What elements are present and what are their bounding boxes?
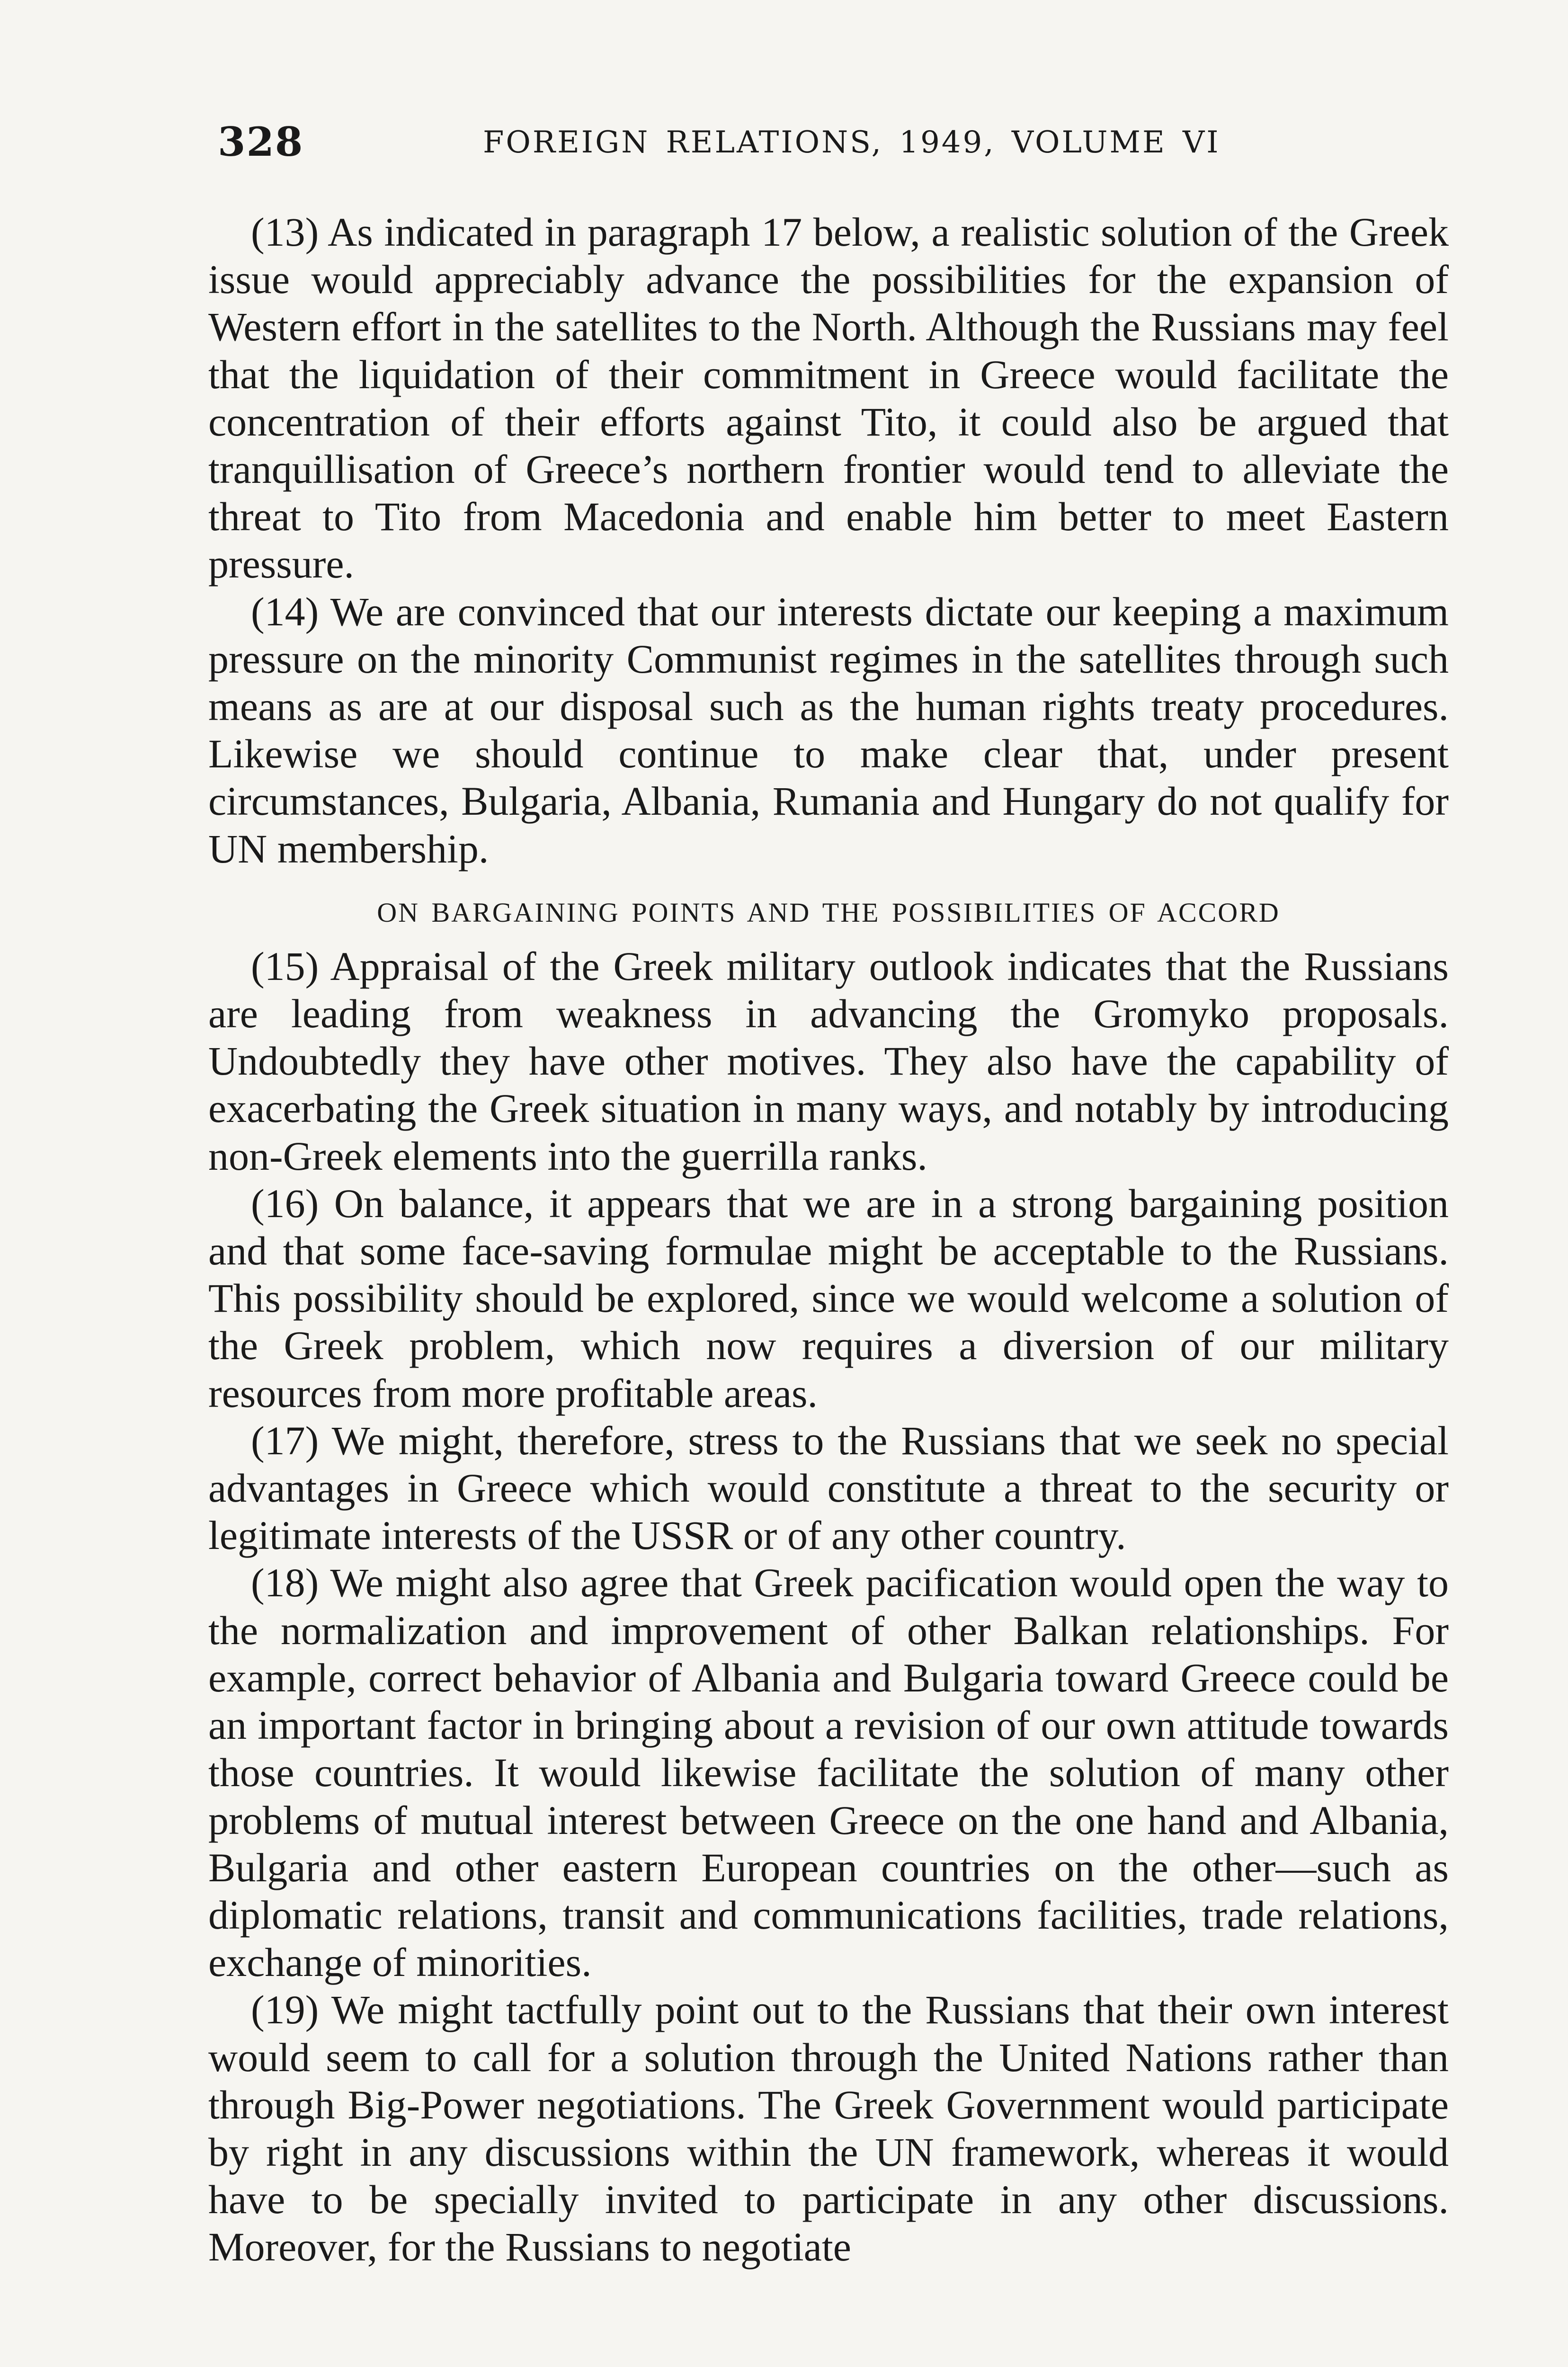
paragraph-19: (19) We might tactfully point out to the Russians that their own interest would seem to call for a solution through the United Nations rather than through Big-Power negotiations. The Greek Government would participate by right in any discussions within the UN framework, whereas it would have to be specially invited to participate in any other discussions. Moreover, for the Russians to negotiate — [208, 1987, 1449, 2270]
body-text — [208, 208, 1449, 2271]
running-head: FOREIGN RELATIONS, 1949, VOLUME VI — [483, 125, 1221, 160]
paragraph-14: (14) We are convinced that our interests dictate our keeping a maximum pressure on the minority Communist regimes in the satellites through such means as are at our disposal such as the human rights treaty procedures. Likewise we should continue to make clear that, under present circumstances, Bulgaria, Albania, Rumania and Hungary do not qualify for UN membership. — [208, 588, 1449, 872]
paragraph-15: (15) Appraisal of the Greek military outlook indicates that the Russians are leading from weakness in advancing the Gromyko proposals. Undoubtedly they have other motives. They also have the capability of exacerbating the Greek situation in many ways, and notably by introducing non-Greek elements into the guerrilla ranks. — [208, 943, 1449, 1179]
paragraph-17: (17) We might, therefore, stress to the Russians that we seek no special advantages in Greece which would constitute a threat to the security or legitimate interests of the USSR or of any other country. — [208, 1417, 1449, 1558]
page-number: 328 — [218, 118, 304, 165]
section-heading: ON BARGAINING POINTS AND THE POSSIBILITIES OF ACCORD — [377, 897, 1280, 928]
paragraph-18: (18) We might also agree that Greek pacification would open the way to the normalization and improvement of other Balkan relationships. For example, correct behavior of Albania and Bulgaria toward Greece could be an important factor in bringing about a revision of our own attitude towards those countries. It would likewise facilitate the solution of many other problems of mutual interest between Greece on the one hand and Albania, Bulgaria and other eastern European countries on the other—such as diplomatic relations, transit and communications facilities, trade relations, exchange of minorities. — [208, 1560, 1449, 1985]
paragraph-13: (13) As indicated in paragraph 17 below, a realistic solution of the Greek issue would appreciably advance the possibilities for the expansion of Western effort in the satellites to the North. Although the Russians may feel that the liquidation of their commitment in Greece would facilitate the concentration of their efforts against Tito, it could also be argued that tranquillisation of Greece’s northern frontier would tend to alleviate the threat to Tito from Macedonia and enable him better to meet Eastern pressure. — [208, 209, 1449, 587]
page-header — [218, 118, 1468, 170]
paragraph-16: (16) On balance, it appears that we are in a strong bargaining position and that some face-saving formulae might be acceptable to the Russians. This possibility should be explored, since we would welcome a solution of the Greek problem, which now requires a diversion of our military resources from more profitable areas. — [208, 1180, 1449, 1416]
